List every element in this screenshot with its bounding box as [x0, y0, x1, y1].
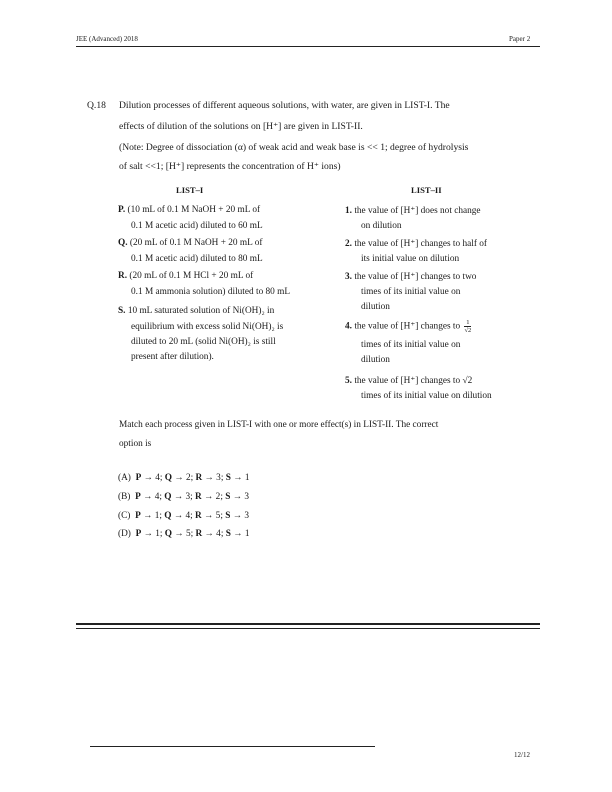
- option-d[interactable]: (D) P → 1; Q → 5; R → 4; S → 1: [118, 529, 250, 539]
- list2-item-3-line2: times of its initial value on: [361, 287, 461, 297]
- option-b[interactable]: (B) P → 4; Q → 3; R → 2; S → 3: [118, 492, 250, 502]
- option-a[interactable]: (A) P → 4; Q → 2; R → 3; S → 1: [118, 473, 250, 483]
- header-divider: [76, 46, 540, 47]
- list1-item-q: Q. (20 mL of 0.1 M NaOH + 20 mL of: [118, 238, 263, 248]
- instruction-line: option is: [119, 439, 152, 449]
- question-note-line: (Note: Degree of dissociation (α) of weak acid and weak base is << 1; degree of hydrolysis: [119, 142, 469, 153]
- list1-item-s-line3: diluted to 20 mL (solid Ni(OH)₂ is still: [131, 337, 276, 347]
- question-line: Dilution processes of different aqueous solutions, with water, are given in LIST-I. The: [119, 100, 450, 111]
- list1-item-s-line2: equilibrium with excess solid Ni(OH)₂ is: [131, 322, 284, 332]
- question-line: effects of dilution of the solutions on [H⁺] are given in LIST-II.: [119, 121, 363, 132]
- list1-item-p: P. (10 mL of 0.1 M NaOH + 20 mL of: [118, 205, 261, 215]
- list2-item-4: 4. the value of [H⁺] changes to $\frac{1}{√2}$: [345, 319, 472, 334]
- list2-item-5: 5. the value of [H⁺] changes to √2: [345, 376, 473, 386]
- list2-item-2: 2. the value of [H⁺] changes to half of: [345, 239, 488, 249]
- list2-item-1-line2: on dilution: [361, 221, 402, 231]
- option-c[interactable]: (C) P → 1; Q → 4; R → 5; S → 3: [118, 511, 250, 521]
- list1-item-s-line4: present after dilution).: [131, 352, 214, 362]
- list1-item-r-line2: 0.1 M ammonia solution) diluted to 80 mL: [131, 287, 291, 297]
- exam-title: JEE (Advanced) 2018: [76, 35, 138, 43]
- list2-item-3: 3. the value of [H⁺] changes to two: [345, 272, 477, 282]
- list2-item-2-line2: its initial value on dilution: [361, 254, 460, 264]
- list1-item-p-line2: 0.1 M acetic acid) diluted to 60 mL: [131, 221, 263, 231]
- list2-title: LIST–II: [411, 185, 442, 195]
- list1-item-q-line2: 0.1 M acetic acid) diluted to 80 mL: [131, 254, 263, 264]
- question-number: Q.18: [87, 100, 106, 111]
- list2-item-1: 1. the value of [H⁺] does not change: [345, 206, 481, 216]
- section-end-rule: [76, 623, 540, 625]
- footnote-divider: [90, 746, 375, 747]
- list2-item-4-line2: times of its initial value on: [361, 340, 461, 350]
- instruction-line: Match each process given in LIST-I with one or more effect(s) in LIST-II. The correct: [119, 420, 439, 430]
- page-number: 12/12: [514, 751, 530, 759]
- paper-label: Paper 2: [509, 35, 531, 43]
- list2-item-3-line3: dilution: [361, 302, 390, 312]
- list2-item-4-line3: dilution: [361, 355, 390, 365]
- question-note-line: of salt <<1; [H⁺] represents the concentration of H⁺ ions): [119, 161, 341, 172]
- one-over-root-two-fraction: $\frac{1}{√2}$: [464, 319, 472, 334]
- section-end-rule: [76, 628, 540, 629]
- list1-item-r: R. (20 mL of 0.1 M HCl + 20 mL of: [118, 271, 254, 281]
- list1-item-s: S. 10 mL saturated solution of Ni(OH)₂ in: [118, 306, 275, 316]
- list1-title: LIST–I: [176, 185, 204, 195]
- list2-item-5-line2: times of its initial value on dilution: [361, 391, 492, 401]
